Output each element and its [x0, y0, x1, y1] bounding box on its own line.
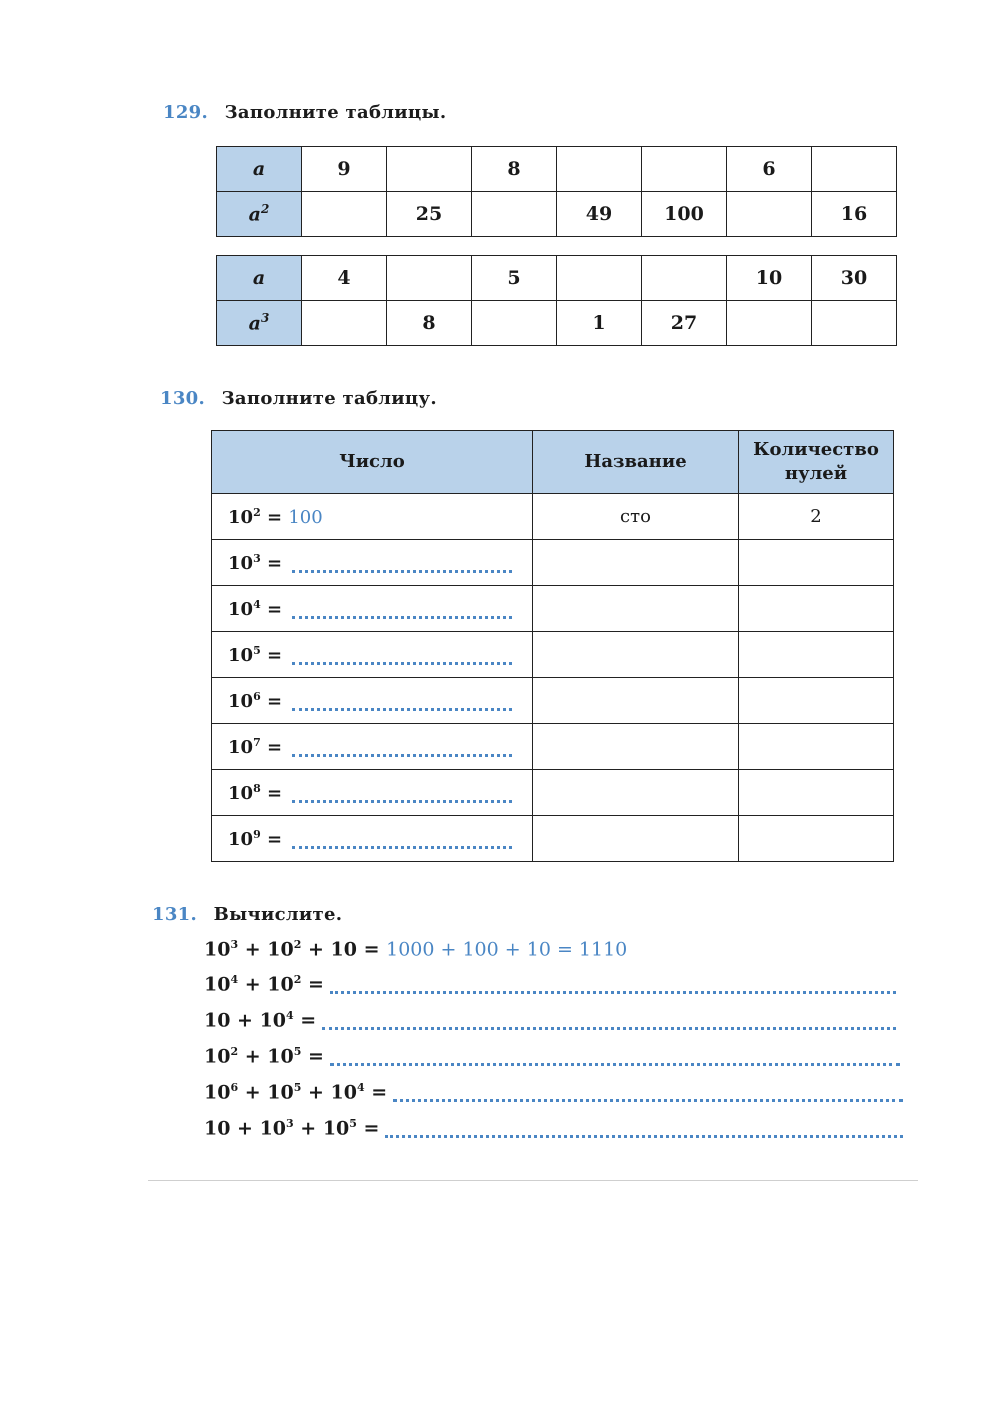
zeros-cell: 2 [739, 494, 894, 540]
zeros-cell[interactable] [739, 816, 894, 862]
zeros-cell[interactable] [739, 770, 894, 816]
answer-blank[interactable] [385, 1129, 903, 1138]
term: + 10 [238, 938, 294, 961]
cell[interactable] [557, 147, 642, 192]
power: 5 [349, 1117, 357, 1130]
column-header-name: Название [533, 431, 739, 494]
cell[interactable] [302, 301, 387, 346]
power: 2 [293, 973, 302, 986]
cell[interactable] [302, 192, 387, 237]
equals-sign: = [260, 598, 283, 620]
equals-sign: = [260, 736, 283, 758]
base: 10 [228, 782, 254, 804]
power: 2 [253, 505, 261, 519]
table-row [217, 147, 897, 192]
power: 2 [230, 1045, 239, 1058]
cell[interactable] [387, 256, 472, 301]
table-row [212, 724, 894, 770]
term: 10 + 10 [204, 1117, 287, 1140]
column-header-number: Число [212, 431, 533, 494]
cell[interactable]: 1 [557, 301, 642, 346]
answer-blank[interactable] [330, 985, 896, 994]
calc-line [204, 1009, 896, 1031]
term: + 10 [238, 1081, 294, 1104]
cell[interactable] [812, 301, 897, 346]
table-row [212, 678, 894, 724]
equals-sign: = [260, 552, 283, 574]
table-header-row [212, 431, 894, 494]
task-129-heading [163, 102, 446, 123]
term: = [301, 973, 324, 996]
name-cell: сто [533, 494, 739, 540]
header-line: Количество [753, 439, 879, 460]
calc-line [204, 1045, 900, 1067]
equals-sign: = [260, 644, 283, 666]
cell[interactable]: 8 [472, 147, 557, 192]
number-cell[interactable] [212, 724, 533, 770]
equals-sign: = [260, 828, 283, 850]
zeros-cell[interactable] [739, 540, 894, 586]
term: + 10 [238, 973, 294, 996]
answer-blank[interactable] [322, 1021, 896, 1030]
cell[interactable] [642, 256, 727, 301]
table-row [212, 770, 894, 816]
table-row [217, 192, 897, 237]
table-row [212, 586, 894, 632]
number-cell[interactable] [212, 632, 533, 678]
cell[interactable]: 100 [642, 192, 727, 237]
base: 10 [228, 736, 254, 758]
term: 10 + 10 [204, 1009, 287, 1032]
power: 9 [253, 827, 261, 841]
power: 5 [293, 1045, 302, 1058]
header-power: 3 [260, 311, 270, 326]
zeros-cell[interactable] [739, 678, 894, 724]
power: 4 [230, 973, 239, 986]
number-cell [212, 494, 533, 540]
page-bottom-rule [148, 1180, 918, 1181]
base: 10 [228, 598, 254, 620]
term: 10 [204, 938, 231, 961]
power: 4 [286, 1009, 294, 1022]
header-base: a [248, 203, 261, 226]
zeros-cell[interactable] [739, 632, 894, 678]
power: 5 [293, 1081, 302, 1094]
cell[interactable]: 10 [727, 256, 812, 301]
row-header-a: a [217, 147, 302, 192]
term: 10 [204, 973, 231, 996]
cell[interactable]: 16 [812, 192, 897, 237]
cell[interactable]: 6 [727, 147, 812, 192]
power: 8 [253, 781, 261, 795]
number-cell[interactable] [212, 816, 533, 862]
header-line: нулей [784, 463, 848, 484]
answer-blank[interactable] [292, 794, 512, 803]
column-header-zeros [739, 431, 894, 494]
table-row [217, 301, 897, 346]
base: 10 [228, 644, 254, 666]
cell[interactable] [472, 301, 557, 346]
term: 10 [204, 1045, 231, 1068]
power: 4 [356, 1081, 365, 1094]
equals-sign: = [260, 690, 283, 712]
cell[interactable] [727, 301, 812, 346]
term: = [364, 1081, 388, 1104]
base: 10 [228, 552, 254, 574]
number-cell[interactable] [212, 770, 533, 816]
answer-blank[interactable] [292, 610, 512, 619]
cubes-table [216, 255, 897, 346]
term: + 10 = [301, 938, 387, 961]
cell[interactable] [642, 147, 727, 192]
power: 6 [230, 1081, 239, 1094]
calc-line [204, 1081, 903, 1103]
cell[interactable] [472, 192, 557, 237]
term: + 10 [293, 1117, 350, 1140]
term: = [301, 1045, 324, 1068]
number-cell[interactable] [212, 678, 533, 724]
base: 10 [228, 828, 254, 850]
term: 10 [204, 1081, 231, 1104]
power: 7 [253, 735, 261, 749]
name-cell[interactable] [533, 678, 739, 724]
task-number: 130. [160, 388, 206, 409]
answer-blank[interactable] [292, 564, 512, 573]
task-instruction: Заполните таблицы. [224, 102, 447, 123]
term: + 10 [238, 1045, 294, 1068]
task-130-heading [160, 388, 437, 409]
power: 3 [286, 1117, 294, 1130]
number-cell[interactable] [212, 586, 533, 632]
task-number: 129. [163, 102, 209, 123]
table-row [212, 632, 894, 678]
power: 3 [230, 938, 239, 951]
equals-sign: = [260, 506, 289, 528]
power: 4 [253, 597, 261, 611]
name-cell[interactable] [533, 586, 739, 632]
answer-blank[interactable] [292, 656, 512, 665]
calc-example [204, 938, 627, 960]
example-answer: 1000 + 100 + 10 = 1110 [386, 938, 628, 961]
base: 10 [228, 506, 254, 528]
name-cell[interactable] [533, 816, 739, 862]
name-cell[interactable] [533, 540, 739, 586]
term: = [293, 1009, 317, 1032]
equals-sign: = [260, 782, 283, 804]
table-row [217, 256, 897, 301]
name-cell[interactable] [533, 724, 739, 770]
row-header-a-squared [217, 192, 302, 237]
cell[interactable] [387, 147, 472, 192]
answer-blank[interactable] [292, 702, 512, 711]
power: 6 [253, 689, 261, 703]
table-row-example [212, 494, 894, 540]
squares-table [216, 146, 897, 237]
cell[interactable] [557, 256, 642, 301]
value: 100 [288, 506, 323, 528]
table-row [212, 540, 894, 586]
power: 5 [253, 643, 261, 657]
base: 10 [228, 690, 254, 712]
name-cell[interactable] [533, 770, 739, 816]
row-header-a: a [217, 256, 302, 301]
cell[interactable]: 4 [302, 256, 387, 301]
cell[interactable]: 25 [387, 192, 472, 237]
power: 2 [293, 938, 302, 951]
answer-blank[interactable] [292, 840, 512, 849]
cell[interactable]: 49 [557, 192, 642, 237]
cell[interactable] [727, 192, 812, 237]
cell[interactable]: 27 [642, 301, 727, 346]
cell[interactable]: 8 [387, 301, 472, 346]
row-header-a-cubed [217, 301, 302, 346]
answer-blank[interactable] [292, 748, 512, 757]
header-base: a [248, 312, 261, 335]
term: + 10 [301, 1081, 357, 1104]
cell[interactable]: 30 [812, 256, 897, 301]
table-row [212, 816, 894, 862]
number-cell[interactable] [212, 540, 533, 586]
answer-blank[interactable] [393, 1093, 903, 1102]
cell[interactable]: 9 [302, 147, 387, 192]
term: = [356, 1117, 380, 1140]
task-131-heading [152, 904, 342, 925]
cell[interactable]: 5 [472, 256, 557, 301]
answer-blank[interactable] [330, 1057, 900, 1066]
calc-line [204, 1117, 903, 1139]
powers-of-ten-table [211, 430, 894, 862]
cell[interactable] [812, 147, 897, 192]
name-cell[interactable] [533, 632, 739, 678]
task-instruction: Заполните таблицу. [221, 388, 437, 409]
zeros-cell[interactable] [739, 586, 894, 632]
calc-line [204, 973, 896, 995]
header-power: 2 [260, 202, 270, 217]
power: 3 [253, 551, 261, 565]
task-number: 131. [152, 904, 198, 925]
task-instruction: Вычислите. [213, 904, 343, 925]
zeros-cell[interactable] [739, 724, 894, 770]
